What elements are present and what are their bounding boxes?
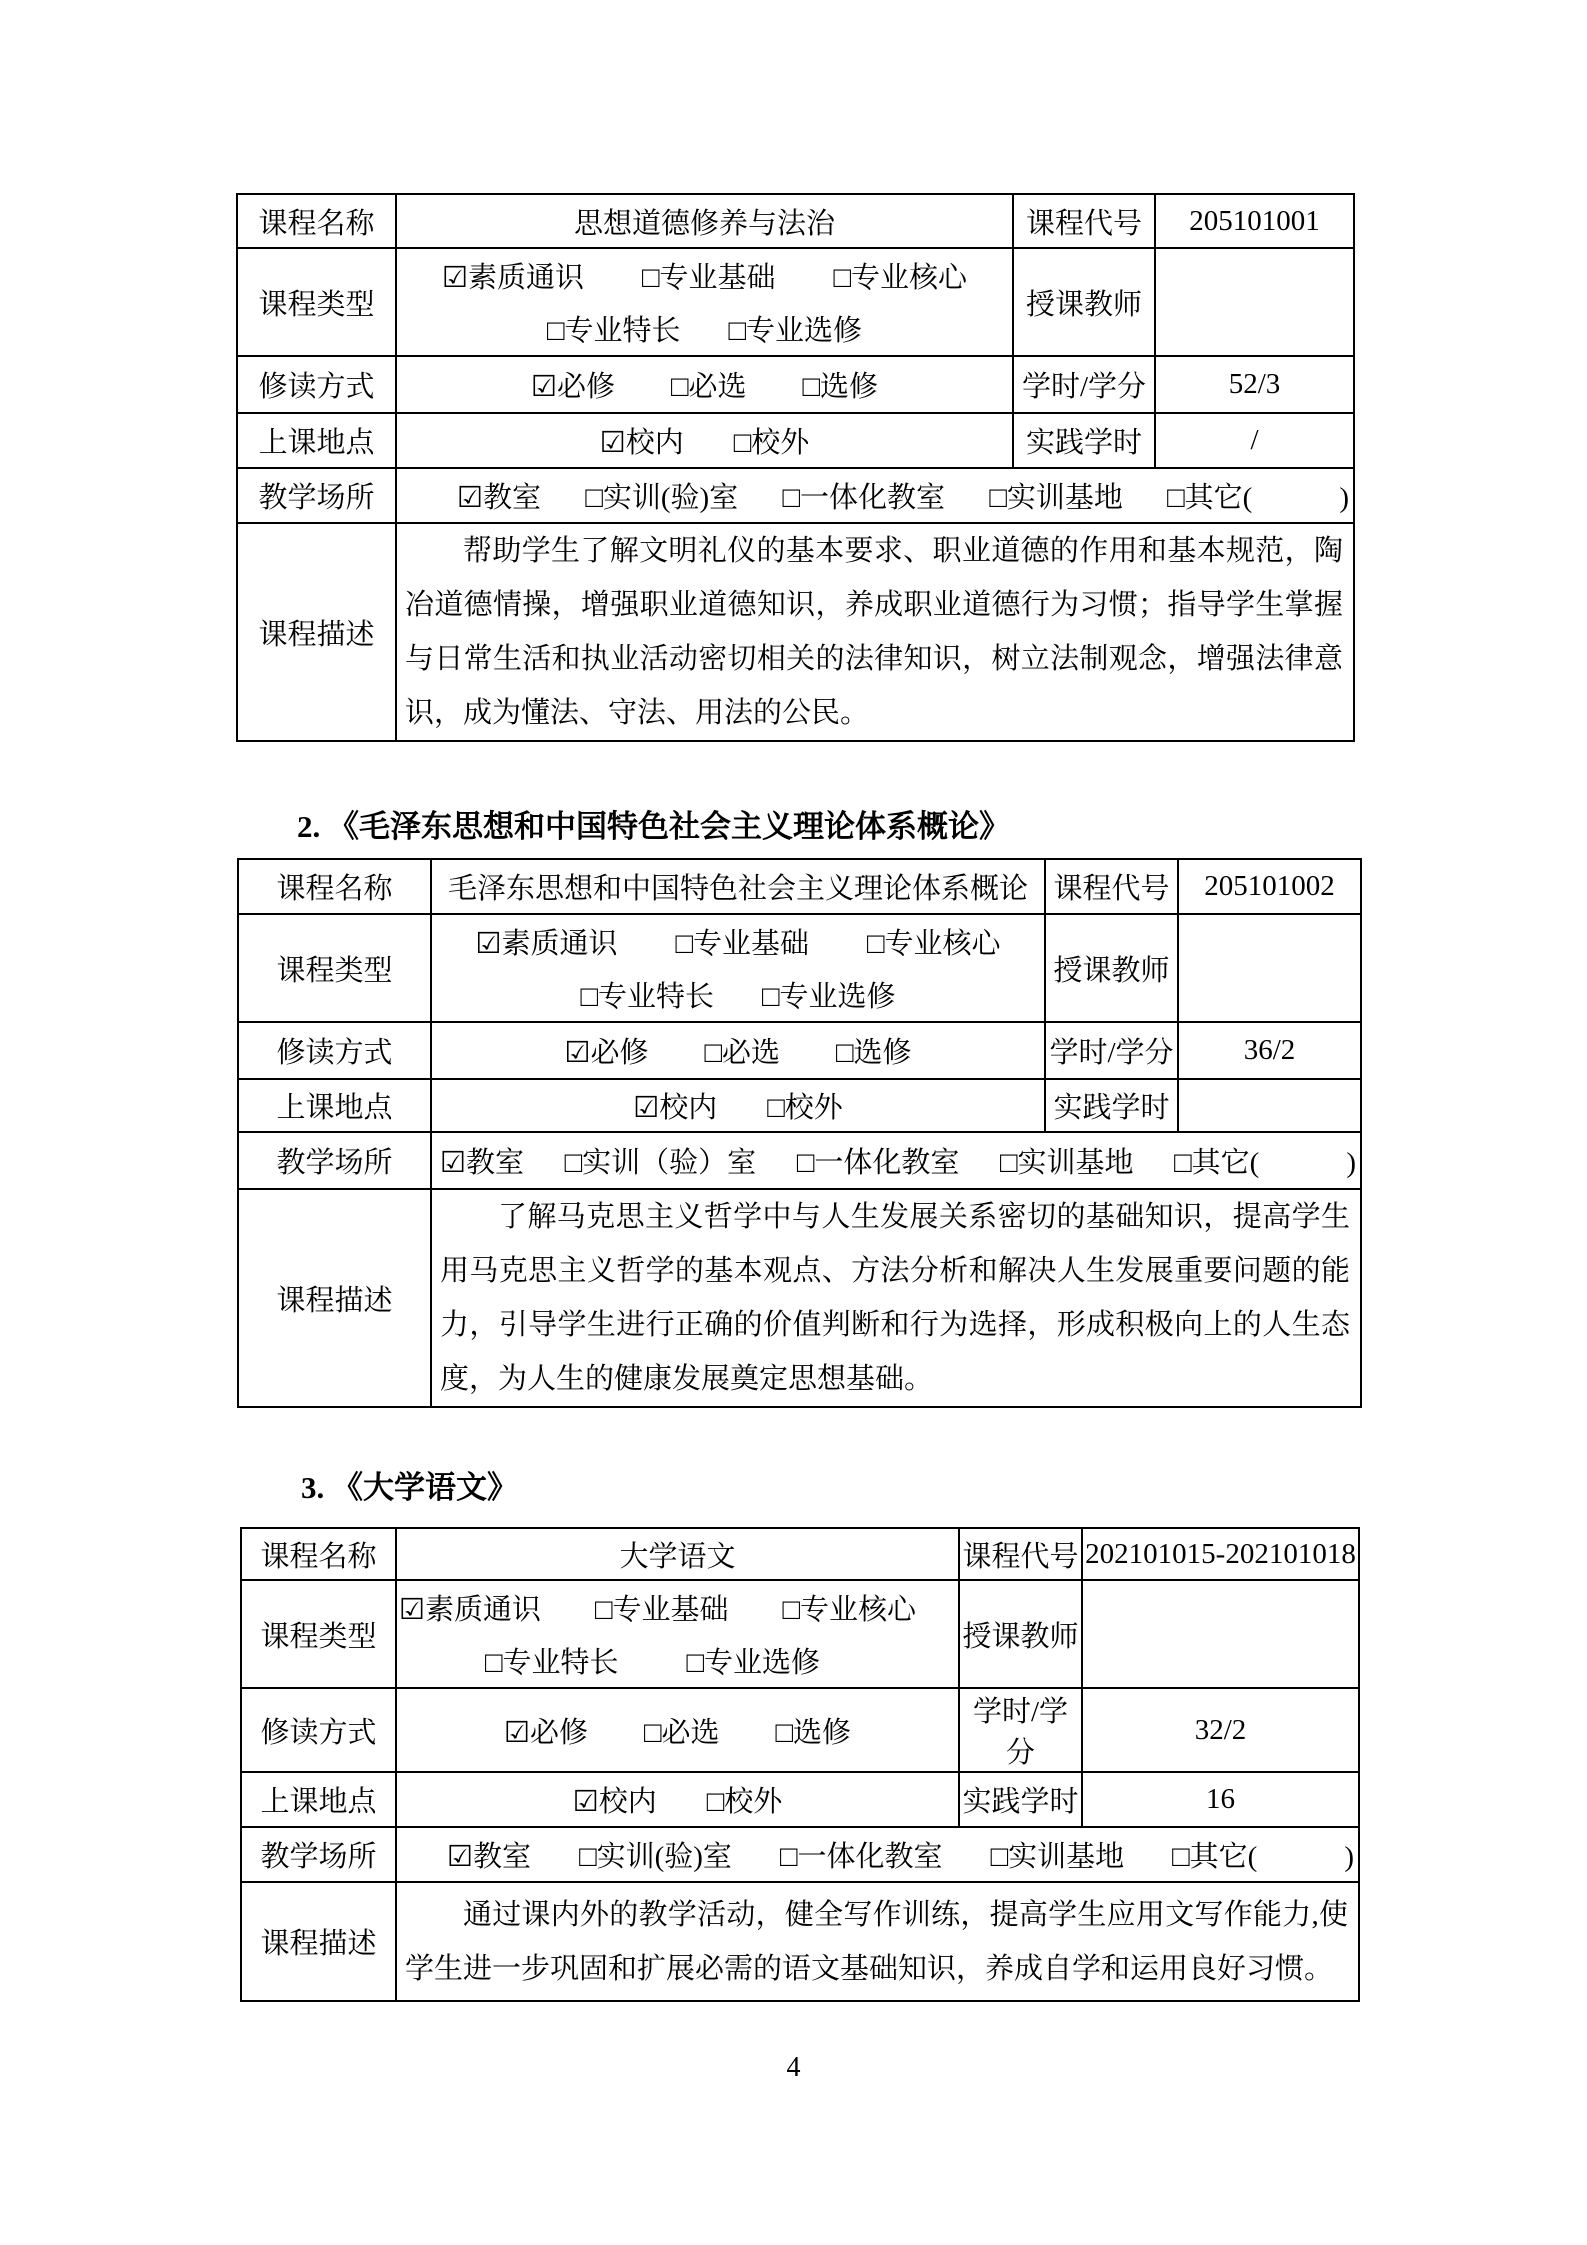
description-text: 了解马克思主义哲学中与人生发展关系密切的基础知识，提高学生用马克思主义哲学的基本观点、方法分析和解决人生发展重要问题的能力，引导学生进行正确的价值判断和行为选择，形成积极向上的人生态度，为人生的健康发展奠定思想基础。 (440, 1201, 1350, 1395)
hours-credits-value: 32/2 (1082, 1688, 1359, 1772)
hours-credits-value: 52/3 (1155, 356, 1354, 413)
table-row (237, 356, 1354, 413)
course-table-1 (236, 193, 1355, 742)
checkbox-option: □一体化教室 (796, 1147, 960, 1179)
course-type-label: 课程类型 (238, 914, 431, 1022)
study-mode-options (396, 1688, 959, 1772)
hours-credits-value: 36/2 (1178, 1022, 1361, 1079)
course-table-2 (237, 858, 1362, 1408)
course-type-label: 课程类型 (237, 248, 396, 356)
checkbox-option: □专业基础 (595, 1594, 729, 1626)
checkbox-option: □专业核心 (833, 262, 968, 294)
checkbox-option: □专业基础 (675, 928, 809, 960)
teaching-venue-label: 教学场所 (238, 1132, 431, 1189)
checkbox-option: ☑必修 (564, 1037, 649, 1069)
course-table-3 (240, 1527, 1360, 2002)
practice-hours-value: 16 (1082, 1772, 1359, 1827)
checkbox-option: □一体化教室 (782, 482, 945, 514)
course-name-value: 大学语文 (396, 1528, 959, 1580)
checkbox-option: ☑校内 (572, 1786, 657, 1818)
type-options-line1 (432, 915, 1044, 968)
course-type-options (396, 1580, 959, 1688)
type-options-line2 (397, 302, 1012, 355)
hours-credits-label: 学时/学分 (1013, 356, 1155, 413)
description-label: 课程描述 (238, 1189, 431, 1407)
teaching-venue-label: 教学场所 (241, 1827, 396, 1882)
study-mode-label: 修读方式 (238, 1022, 431, 1079)
checkbox-option: □实训基地 (990, 1841, 1125, 1873)
course-type-label: 课程类型 (241, 1580, 396, 1688)
checkbox-option: ☑必修 (503, 1716, 588, 1749)
teaching-venue-options (396, 1827, 1359, 1882)
course-code-label: 课程代号 (959, 1528, 1082, 1580)
class-location-options (431, 1079, 1045, 1132)
checkbox-option: □一体化教室 (779, 1841, 943, 1873)
checkbox-option: □专业选修 (762, 981, 896, 1013)
checkbox-option: ☑素质通识 (441, 262, 584, 294)
checkbox-option: ☑校内 (633, 1092, 718, 1124)
checkbox-option: ☑教室 (447, 1841, 531, 1873)
description-label: 课程描述 (237, 523, 396, 741)
checkbox-option: □必选 (670, 371, 747, 403)
checkbox-option: □必选 (643, 1716, 720, 1749)
checkbox-option: ☑必修 (530, 371, 615, 403)
table-row (238, 1189, 1361, 1407)
course-code-value: 205101001 (1155, 194, 1354, 248)
class-location-label: 上课地点 (241, 1772, 396, 1827)
checkbox-option: □校外 (706, 1786, 783, 1818)
table-row (237, 194, 1354, 248)
study-mode-label: 修读方式 (237, 356, 396, 413)
study-mode-options (431, 1022, 1045, 1079)
practice-hours-label: 实践学时 (959, 1772, 1082, 1827)
checkbox-option: □专业特长 (485, 1647, 619, 1679)
checkbox-option: □选修 (802, 371, 879, 403)
description-text: 帮助学生了解文明礼仪的基本要求、职业道德的作用和基本规范，陶冶道德情操，增强职业道德知识，养成职业道德行为习惯；指导学生掌握与日常生活和执业活动密切相关的法律知识，树立法制观念，增强法律意识，成为懂法、守法、用法的公民。 (405, 535, 1343, 729)
type-options-line1 (397, 249, 1012, 302)
checkbox-option: □专业核心 (867, 928, 1001, 960)
class-location-options (396, 413, 1013, 468)
description-cell (396, 523, 1354, 741)
description-text: 通过课内外的教学活动，健全写作训练，提高学生应用文写作能力,使学生进一步巩固和扩展必需的语文基础知识，养成自学和运用良好习惯。 (405, 1898, 1348, 1985)
checkbox-option: □其它( ) (1167, 482, 1349, 514)
class-location-options (396, 1772, 959, 1827)
description-label: 课程描述 (241, 1882, 396, 2001)
course-name-label: 课程名称 (241, 1528, 396, 1580)
hours-credits-label: 学时/学分 (1045, 1022, 1178, 1079)
course-type-options (396, 248, 1013, 356)
course-code-value: 205101002 (1178, 859, 1361, 914)
practice-hours-label: 实践学时 (1013, 413, 1155, 468)
checkbox-option: □专业选修 (728, 315, 863, 347)
checkbox-option: □专业基础 (641, 262, 776, 294)
table-row (241, 1827, 1359, 1882)
table-row (237, 413, 1354, 468)
practice-hours-label: 实践学时 (1045, 1079, 1178, 1132)
course-type-options (431, 914, 1045, 1022)
checkbox-option: □选修 (836, 1037, 912, 1069)
section-heading-2: 2. 《毛泽东思想和中国特色社会主义理论体系概论》 (297, 809, 1010, 844)
course-name-value: 毛泽东思想和中国特色社会主义理论体系概论 (431, 859, 1045, 914)
description-cell (396, 1882, 1359, 2001)
checkbox-option: □必选 (704, 1037, 780, 1069)
class-location-label: 上课地点 (238, 1079, 431, 1132)
checkbox-option: □实训（验）室 (564, 1147, 757, 1179)
teacher-value (1178, 914, 1361, 1022)
checkbox-option: □校外 (767, 1092, 843, 1124)
section-heading-3: 3. 《大学语文》 (301, 1470, 518, 1505)
course-code-value: 202101015-202101018 (1082, 1528, 1359, 1580)
practice-hours-value: / (1155, 413, 1354, 468)
table-row (241, 1882, 1359, 2001)
course-name-label: 课程名称 (237, 194, 396, 248)
checkbox-option: □专业核心 (782, 1594, 917, 1626)
table-row (241, 1688, 1359, 1772)
checkbox-option: □专业特长 (546, 315, 681, 347)
course-code-label: 课程代号 (1013, 194, 1155, 248)
checkbox-option: □选修 (775, 1716, 852, 1749)
type-options-line2 (397, 1634, 958, 1687)
description-cell (431, 1189, 1361, 1407)
table-row (238, 1079, 1361, 1132)
table-row (241, 1528, 1359, 1580)
page-number: 4 (786, 2052, 801, 2083)
table-row (238, 859, 1361, 914)
table-row (238, 914, 1361, 1022)
table-row (237, 468, 1354, 523)
teaching-venue-options (431, 1132, 1361, 1189)
course-name-value: 思想道德修养与法治 (396, 194, 1013, 248)
checkbox-option: □校外 (733, 427, 810, 459)
checkbox-option: □其它( ) (1174, 1147, 1356, 1179)
teacher-label: 授课教师 (959, 1580, 1082, 1688)
course-name-label: 课程名称 (238, 859, 431, 914)
type-options-line2 (432, 968, 1044, 1021)
teacher-label: 授课教师 (1013, 248, 1155, 356)
study-mode-label: 修读方式 (241, 1688, 396, 1772)
hours-credits-label: 学时/学分 (959, 1688, 1082, 1772)
class-location-label: 上课地点 (237, 413, 396, 468)
teacher-label: 授课教师 (1045, 914, 1178, 1022)
teacher-value (1082, 1580, 1359, 1688)
type-options-line1 (397, 1581, 958, 1634)
checkbox-option: ☑素质通识 (399, 1594, 541, 1626)
table-row (237, 523, 1354, 741)
checkbox-option: ☑素质通识 (475, 928, 618, 960)
checkbox-option: □其它( ) (1172, 1841, 1354, 1873)
table-row (241, 1772, 1359, 1827)
teaching-venue-options (396, 468, 1354, 523)
table-row (241, 1580, 1359, 1688)
table-row (238, 1132, 1361, 1189)
checkbox-option: □实训基地 (999, 1147, 1134, 1179)
checkbox-option: ☑教室 (440, 1147, 524, 1179)
study-mode-options (396, 356, 1013, 413)
checkbox-option: □专业选修 (686, 1647, 821, 1679)
course-code-label: 课程代号 (1045, 859, 1178, 914)
checkbox-option: □实训(验)室 (585, 482, 739, 514)
teacher-value (1155, 248, 1354, 356)
checkbox-option: ☑校内 (599, 427, 684, 459)
checkbox-option: □专业特长 (580, 981, 714, 1013)
practice-hours-value (1178, 1079, 1361, 1132)
table-row (238, 1022, 1361, 1079)
teaching-venue-label: 教学场所 (237, 468, 396, 523)
table-row (237, 248, 1354, 356)
checkbox-option: ☑教室 (457, 482, 541, 514)
checkbox-option: □实训基地 (989, 482, 1123, 514)
checkbox-option: □实训(验)室 (579, 1841, 732, 1873)
